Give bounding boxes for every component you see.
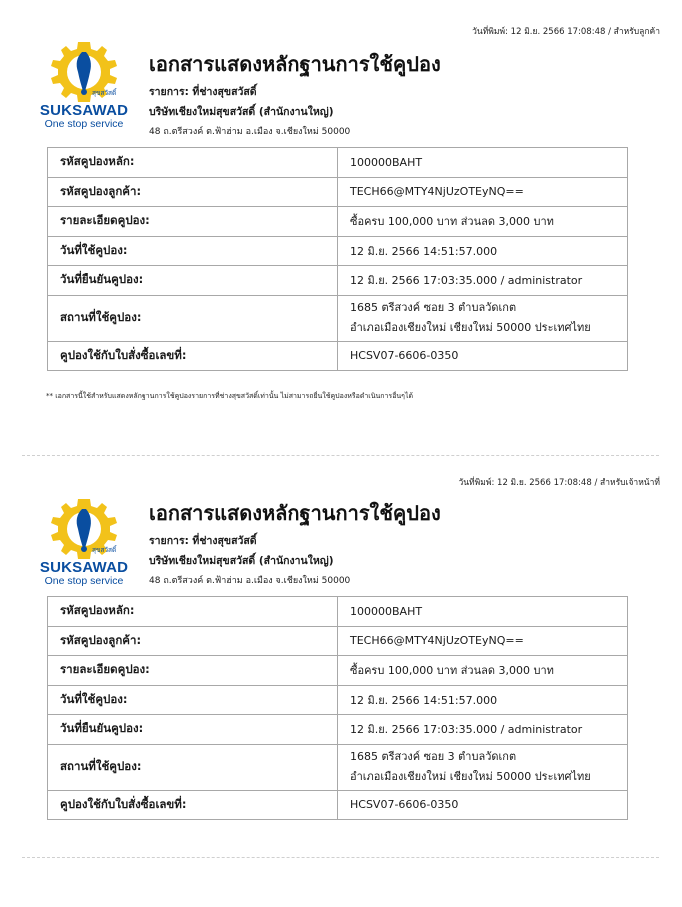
location-line-2: อำเภอเมืองเชียงใหม่ เชียงใหม่ 50000 ประเทศไทย — [350, 770, 591, 783]
logo-brand-name: SUKSAWAD — [39, 559, 129, 576]
table-row — [48, 685, 628, 715]
table-row — [48, 656, 628, 686]
table-row — [48, 715, 628, 745]
company-address: 48 ถ.ตรีสวงค์ ต.ฟ้าฮ่าม อ.เมือง จ.เชียงใหม่ 50000 — [149, 127, 351, 137]
row-value: HCSV07-6606-0350 — [338, 790, 628, 820]
table-row — [48, 626, 628, 656]
row-value: TECH66@MTY4NjUzOTEyNQ== — [338, 177, 628, 207]
row-label: วันที่ยืนยันคูปอง: — [48, 715, 338, 745]
row-label: รายละเอียดคูปอง: — [48, 656, 338, 686]
row-label: คูปองใช้กับใบสั่งซื้อเลขที่: — [48, 341, 338, 371]
cut-divider — [22, 857, 659, 858]
table-row — [48, 177, 628, 207]
table-row — [48, 236, 628, 266]
footnote: ** เอกสารนี้ใช้สำหรับแสดงหลักฐานการใช้คูปองรายการที่ช่างสุขสวัสดิ์เท่านั้น ไม่สามารถยื่นใช้คูปองหรือดำเนินการอื่นๆได้ — [46, 392, 414, 400]
table-row — [48, 597, 628, 627]
location-line-1: 1685 ตรีสวงค์ ซอย 3 ตำบลวัดเกต — [350, 750, 517, 763]
table-row — [48, 341, 628, 371]
row-value: 12 มิ.ย. 2566 17:03:35.000 / administrator — [338, 715, 628, 745]
location-line-1: 1685 ตรีสวงค์ ซอย 3 ตำบลวัดเกต — [350, 301, 517, 314]
location-line-2: อำเภอเมืองเชียงใหม่ เชียงใหม่ 50000 ประเทศไทย — [350, 321, 591, 334]
row-label: วันที่ใช้คูปอง: — [48, 685, 338, 715]
table-row — [48, 148, 628, 178]
logo-thai-text: สุขสวัสดิ์ — [92, 89, 117, 97]
row-value: 12 มิ.ย. 2566 14:51:57.000 — [338, 685, 628, 715]
row-label: รายละเอียดคูปอง: — [48, 207, 338, 237]
row-label: รหัสคูปองลูกค้า: — [48, 626, 338, 656]
program-line: รายการ: ที่ช่างสุขสวัสดิ์ — [149, 86, 257, 98]
print-info: วันที่พิมพ์: 12 มิ.ย. 2566 17:08:48 / สำหรับเจ้าหน้าที่ — [458, 478, 660, 488]
company-logo — [38, 495, 130, 595]
logo-thai-text: สุขสวัสดิ์ — [92, 546, 117, 554]
company-name: บริษัทเชียงใหม่สุขสวัสดิ์ (สำนักงานใหญ่) — [149, 106, 334, 118]
logo-slogan: One stop service — [44, 575, 124, 587]
row-label: วันที่ใช้คูปอง: — [48, 236, 338, 266]
row-label: รหัสคูปองลูกค้า: — [48, 177, 338, 207]
row-label: สถานที่ใช้คูปอง: — [48, 295, 338, 341]
table-row — [48, 744, 628, 790]
document-title: เอกสารแสดงหลักฐานการใช้คูปอง — [149, 501, 441, 525]
row-value: ซื้อครบ 100,000 บาท ส่วนลด 3,000 บาท — [338, 207, 628, 237]
company-name: บริษัทเชียงใหม่สุขสวัสดิ์ (สำนักงานใหญ่) — [149, 555, 334, 567]
logo-brand-name: SUKSAWAD — [39, 102, 129, 119]
row-value: HCSV07-6606-0350 — [338, 341, 628, 371]
row-label: สถานที่ใช้คูปอง: — [48, 744, 338, 790]
staff-copy — [0, 450, 682, 860]
coupon-info-table — [47, 147, 628, 371]
row-value: ซื้อครบ 100,000 บาท ส่วนลด 3,000 บาท — [338, 656, 628, 686]
row-label: วันที่ยืนยันคูปอง: — [48, 266, 338, 296]
logo-slogan: One stop service — [44, 118, 124, 130]
row-value: 12 มิ.ย. 2566 14:51:57.000 — [338, 236, 628, 266]
row-value — [338, 295, 628, 341]
row-label: คูปองใช้กับใบสั่งซื้อเลขที่: — [48, 790, 338, 820]
program-line: รายการ: ที่ช่างสุขสวัสดิ์ — [149, 535, 257, 547]
print-info: วันที่พิมพ์: 12 มิ.ย. 2566 17:08:48 / สำหรับลูกค้า — [472, 27, 660, 37]
row-value — [338, 744, 628, 790]
company-logo — [38, 38, 130, 138]
row-value: 100000BAHT — [338, 148, 628, 178]
table-row — [48, 790, 628, 820]
row-label: รหัสคูปองหลัก: — [48, 148, 338, 178]
customer-copy — [0, 0, 682, 450]
table-row — [48, 266, 628, 296]
row-value: 12 มิ.ย. 2566 17:03:35.000 / administrator — [338, 266, 628, 296]
table-row — [48, 295, 628, 341]
row-value: TECH66@MTY4NjUzOTEyNQ== — [338, 626, 628, 656]
table-row — [48, 207, 628, 237]
coupon-info-table — [47, 596, 628, 820]
company-address: 48 ถ.ตรีสวงค์ ต.ฟ้าฮ่าม อ.เมือง จ.เชียงใหม่ 50000 — [149, 576, 351, 586]
document-title: เอกสารแสดงหลักฐานการใช้คูปอง — [149, 52, 441, 76]
row-label: รหัสคูปองหลัก: — [48, 597, 338, 627]
row-value: 100000BAHT — [338, 597, 628, 627]
